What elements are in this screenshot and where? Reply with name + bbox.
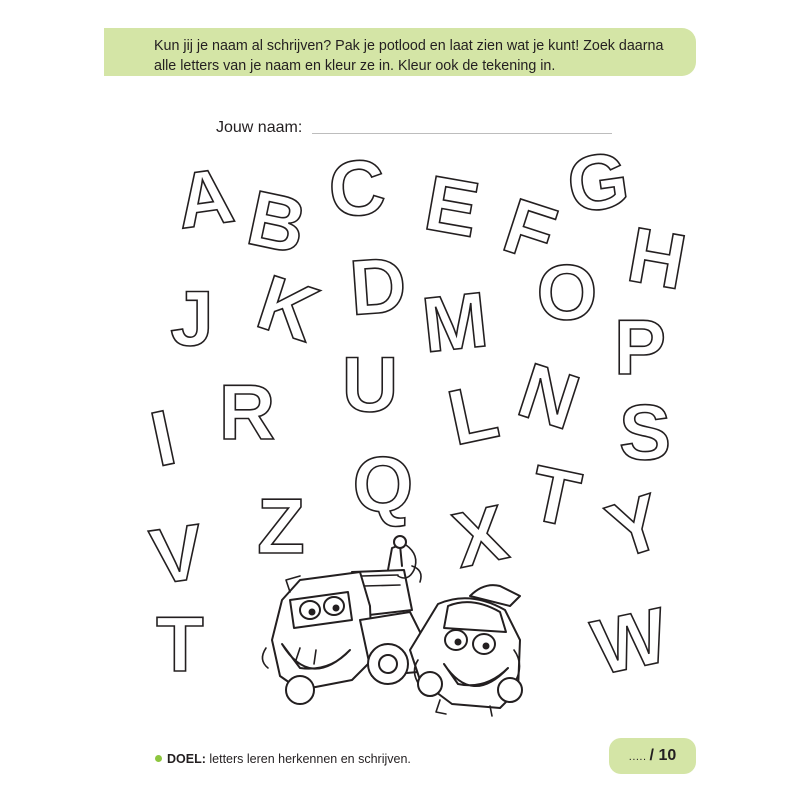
bullet-icon xyxy=(155,755,162,762)
goal-label: DOEL: xyxy=(167,752,206,766)
score-box xyxy=(609,738,696,774)
small-car-icon xyxy=(410,585,522,716)
outline-letter-b[interactable]: B xyxy=(240,173,314,271)
outline-letter-c[interactable]: C xyxy=(325,142,389,234)
instruction-line-1: Kun jij je naam al schrijven? Pak je potlood en laat zien wat je kunt! Zoek daarna xyxy=(154,38,664,54)
outline-letter-s[interactable]: S xyxy=(618,388,672,476)
outline-letter-x[interactable]: X xyxy=(445,487,515,585)
score-blank[interactable]: ..... xyxy=(628,751,647,763)
outline-letter-e[interactable]: E xyxy=(418,158,486,254)
instruction-line-2: alle letters van je naam en kleur ze in. Kleur ook de tekening in. xyxy=(154,58,556,74)
outline-letter-l[interactable]: L xyxy=(440,366,506,462)
outline-letter-k[interactable]: K xyxy=(247,257,329,359)
outline-letter-r[interactable]: R xyxy=(218,368,276,456)
goal-line xyxy=(155,752,411,766)
outline-letter-a[interactable]: A xyxy=(170,150,240,246)
outline-letter-m[interactable]: M xyxy=(418,274,492,370)
outline-letter-t[interactable]: T xyxy=(522,448,588,544)
outline-letter-q[interactable]: Q xyxy=(352,440,414,528)
outline-letter-v[interactable]: V xyxy=(145,506,209,602)
outline-letter-u[interactable]: U xyxy=(341,340,399,428)
outline-letter-n[interactable]: N xyxy=(508,345,590,447)
outline-letter-y[interactable]: Y xyxy=(596,476,674,576)
goal-text: letters leren herkennen en schrijven. xyxy=(209,752,411,766)
outline-letter-i[interactable]: I xyxy=(143,392,183,484)
outline-letters xyxy=(143,134,692,691)
outline-letter-t[interactable]: T xyxy=(156,600,204,688)
outline-letter-h[interactable]: H xyxy=(621,209,693,307)
score-total: / 10 xyxy=(649,747,677,764)
outline-letter-f[interactable]: F xyxy=(493,180,567,280)
outline-letter-z[interactable]: Z xyxy=(257,482,305,570)
outline-letter-w[interactable]: W xyxy=(584,590,676,692)
outline-letter-p[interactable]: P xyxy=(613,303,667,391)
name-label: Jouw naam: xyxy=(216,119,303,136)
outline-letter-o[interactable]: O xyxy=(536,248,598,336)
outline-letter-j[interactable]: J xyxy=(170,274,214,362)
outline-letter-d[interactable]: D xyxy=(346,240,410,332)
outline-letter-g[interactable]: G xyxy=(561,134,635,230)
